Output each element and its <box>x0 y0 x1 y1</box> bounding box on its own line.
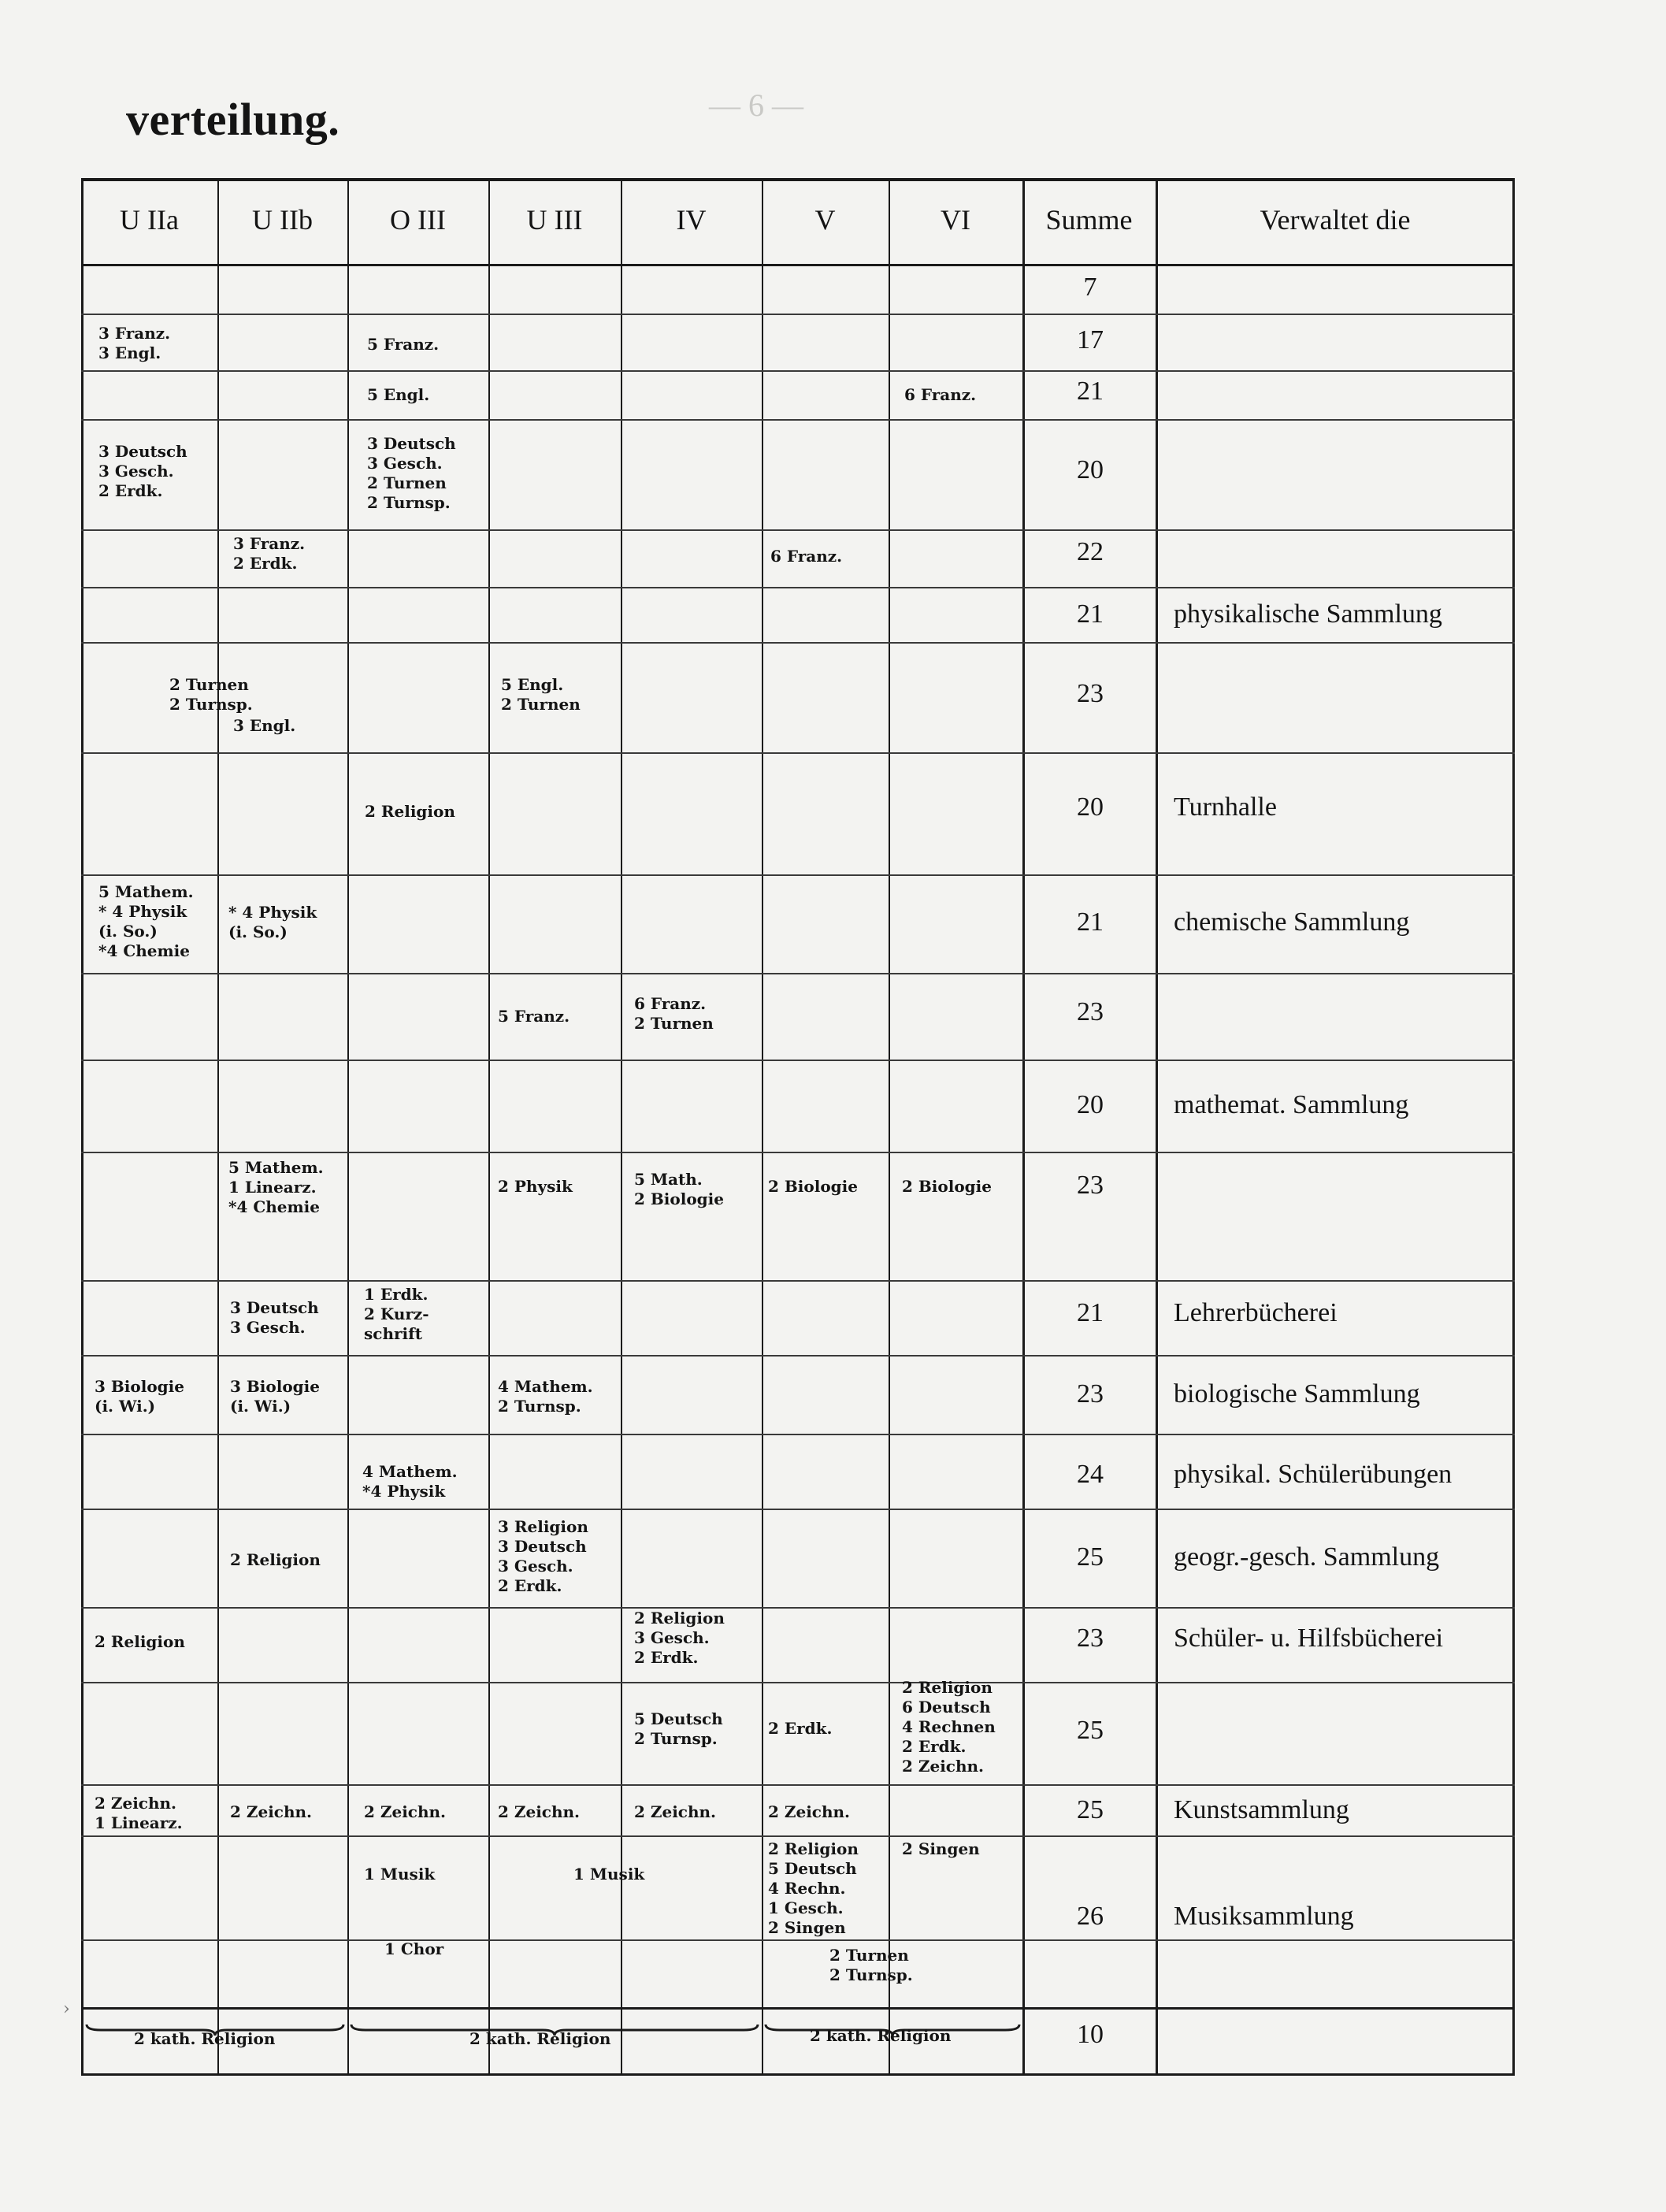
sum-value: 20 <box>1077 1090 1104 1119</box>
cell-r11-iv: 5 Math. 2 Biologie <box>634 1170 724 1208</box>
cell-r12-u2b: 3 Deutsch 3 Gesch. <box>230 1298 319 1337</box>
page-title: verteilung. <box>126 94 340 145</box>
header-o3: O III <box>390 204 446 236</box>
row-divider <box>81 529 1515 531</box>
cell-r20-o3: 1 Chor <box>384 1939 444 1958</box>
admin-biologie: biologische Sammlung <box>1174 1379 1420 1408</box>
col-divider <box>889 180 890 2076</box>
col-divider <box>621 180 622 2076</box>
cell-r15-u2b: 2 Religion <box>230 1550 321 1569</box>
admin-mathe: mathemat. Sammlung <box>1174 1090 1409 1119</box>
row-divider <box>81 2007 1515 2010</box>
sum-value: 25 <box>1077 1795 1104 1824</box>
col-divider <box>488 180 490 2076</box>
row-divider <box>81 587 1515 588</box>
row-divider <box>81 1784 1515 1786</box>
cell-r3-u2a: 3 Deutsch 3 Gesch. 2 Erdk. <box>98 442 187 500</box>
sum-value: 26 <box>1077 1902 1104 1931</box>
cell-r11-vi: 2 Biologie <box>902 1177 992 1196</box>
cell-r7-o3: 2 Religion <box>365 802 455 821</box>
row-divider <box>81 752 1515 754</box>
cell-r19-u3-iv: 1 Musik <box>573 1865 645 1884</box>
cell-r18-u2b: 2 Zeichn. <box>230 1802 313 1821</box>
cell-kath-religion-right: 2 kath. Religion <box>810 2026 952 2045</box>
sum-value: 7 <box>1083 273 1097 302</box>
admin-schuleruebungen: physikal. Schülerübungen <box>1174 1460 1453 1489</box>
cell-r18-iv: 2 Zeichn. <box>634 1802 717 1821</box>
cell-r4-v: 6 Franz. <box>770 547 843 566</box>
cell-r14-o3: 4 Mathem. *4 Physik <box>362 1462 458 1501</box>
sum-value: 23 <box>1077 997 1104 1026</box>
sum-value: 21 <box>1077 1298 1104 1327</box>
header-v: V <box>814 204 836 236</box>
row-divider <box>81 370 1515 372</box>
sum-value: 25 <box>1077 1716 1104 1745</box>
cell-r15-u3: 3 Religion 3 Deutsch 3 Gesch. 2 Erdk. <box>498 1517 588 1595</box>
admin-physik: physikalische Sammlung <box>1174 599 1442 629</box>
header-u2a: U IIa <box>120 204 179 236</box>
row-divider <box>81 973 1515 974</box>
row-divider <box>81 1607 1515 1609</box>
sum-value: 23 <box>1077 1171 1104 1200</box>
cell-r13-u2a: 3 Biologie (i. Wi.) <box>95 1377 184 1416</box>
cell-r3-o3: 3 Deutsch 3 Gesch. 2 Turnen 2 Turnsp. <box>367 434 456 512</box>
cell-r16-iv: 2 Religion 3 Gesch. 2 Erdk. <box>634 1609 725 1667</box>
cell-r8-u2a: 5 Mathem. * 4 Physik (i. So.) *4 Chemie <box>98 882 194 960</box>
cell-r11-v: 2 Biologie <box>768 1177 858 1196</box>
cell-r18-u3: 2 Zeichn. <box>498 1802 581 1821</box>
cell-r1-u2a: 3 Franz. 3 Engl. <box>98 324 171 362</box>
row-divider <box>81 1355 1515 1357</box>
table-top-rule <box>81 178 1515 181</box>
row-divider <box>81 1152 1515 1153</box>
cell-r16-u2a: 2 Religion <box>95 1632 185 1651</box>
cell-r8-u2b: * 4 Physik (i. So.) <box>228 903 317 941</box>
header-u2b: U IIb <box>252 204 313 236</box>
sum-value: 20 <box>1077 455 1104 484</box>
row-divider <box>81 1280 1515 1282</box>
cell-r18-v: 2 Zeichn. <box>768 1802 851 1821</box>
cell-r4-u2b: 3 Franz. 2 Erdk. <box>233 534 306 573</box>
cell-r18-o3: 2 Zeichn. <box>364 1802 447 1821</box>
cell-r19-v: 2 Religion 5 Deutsch 4 Rechn. 1 Gesch. 2 Singen <box>768 1839 859 1937</box>
col-divider <box>217 180 219 2076</box>
admin-chemie: chemische Sammlung <box>1174 907 1410 937</box>
cell-r17-v: 2 Erdk. <box>768 1719 833 1738</box>
header-iv: IV <box>676 204 707 236</box>
header-summe: Summe <box>1045 204 1133 236</box>
sum-value: 25 <box>1077 1542 1104 1572</box>
schedule-table <box>81 180 1515 2076</box>
col-divider <box>762 180 763 2076</box>
cell-r2-o3: 5 Engl. <box>367 385 430 404</box>
row-divider <box>81 1939 1515 1941</box>
sum-value: 23 <box>1077 1379 1104 1408</box>
page-marker: — 6 — <box>709 87 803 123</box>
cell-r1-o3: 5 Franz. <box>367 335 440 354</box>
sum-value: 10 <box>1077 2020 1104 2049</box>
row-divider <box>81 1434 1515 1435</box>
cell-r11-u2b: 5 Mathem. 1 Linearz. *4 Chemie <box>228 1158 324 1216</box>
cell-r9-u3: 5 Franz. <box>498 1007 570 1026</box>
row-divider <box>81 1682 1515 1683</box>
admin-hilfsbuecherei: Schüler- u. Hilfsbücherei <box>1174 1624 1444 1653</box>
sum-value: 20 <box>1077 792 1104 822</box>
cell-r18-u2a: 2 Zeichn. 1 Linearz. <box>95 1794 183 1832</box>
row-divider <box>81 314 1515 315</box>
admin-kunst: Kunstsammlung <box>1174 1795 1349 1824</box>
admin-geogr-gesch: geogr.-gesch. Sammlung <box>1174 1542 1440 1572</box>
cell-kath-religion-middle: 2 kath. Religion <box>469 2029 611 2048</box>
header-rule <box>81 264 1515 266</box>
cell-r13-u2b: 3 Biologie (i. Wi.) <box>230 1377 320 1416</box>
row-divider <box>81 642 1515 644</box>
cell-r12-o3: 1 Erdk. 2 Kurz- schrift <box>364 1285 429 1343</box>
header-u3: U III <box>526 204 583 236</box>
sum-value: 23 <box>1077 679 1104 708</box>
admin-lehrerbuecherei: Lehrerbücherei <box>1174 1298 1338 1327</box>
sum-value: 17 <box>1077 325 1104 354</box>
cell-r13-u3: 4 Mathem. 2 Turnsp. <box>498 1377 593 1416</box>
cell-r6-u3: 5 Engl. 2 Turnen <box>501 675 581 714</box>
cell-r20-v-vi: 2 Turnen 2 Turnsp. <box>829 1946 913 1984</box>
sum-value: 22 <box>1077 537 1104 566</box>
cell-r19-vi: 2 Singen <box>902 1839 980 1858</box>
row-divider <box>81 1835 1515 1837</box>
cell-kath-religion-left: 2 kath. Religion <box>134 2029 276 2048</box>
admin-musik: Musiksammlung <box>1174 1902 1354 1931</box>
cell-r6-u2a: 2 Turnen 2 Turnsp. <box>169 675 253 714</box>
cell-r2-vi: 6 Franz. <box>904 385 977 404</box>
header-vi: VI <box>941 204 970 236</box>
cell-r6-u2b: 3 Engl. <box>233 716 296 735</box>
cell-r11-u3: 2 Physik <box>498 1177 573 1196</box>
sum-value: 24 <box>1077 1460 1104 1489</box>
sum-value: 21 <box>1077 377 1104 406</box>
row-divider <box>81 1509 1515 1510</box>
header-verwaltet: Verwaltet die <box>1260 204 1411 236</box>
cell-r19-o3: 1 Musik <box>364 1865 436 1884</box>
col-divider <box>347 180 349 2076</box>
margin-mark: › <box>63 1999 70 2019</box>
row-divider <box>81 419 1515 421</box>
sum-value: 23 <box>1077 1624 1104 1653</box>
row-divider <box>81 874 1515 876</box>
row-divider <box>81 1060 1515 1061</box>
admin-turnhalle: Turnhalle <box>1174 792 1277 822</box>
sum-value: 21 <box>1077 907 1104 937</box>
sum-value: 21 <box>1077 599 1104 629</box>
cell-r17-iv: 5 Deutsch 2 Turnsp. <box>634 1709 723 1748</box>
cell-r17-vi: 2 Religion 6 Deutsch 4 Rechnen 2 Erdk. 2 Zeichn. <box>902 1678 996 1776</box>
cell-r9-iv: 6 Franz. 2 Turnen <box>634 994 714 1033</box>
